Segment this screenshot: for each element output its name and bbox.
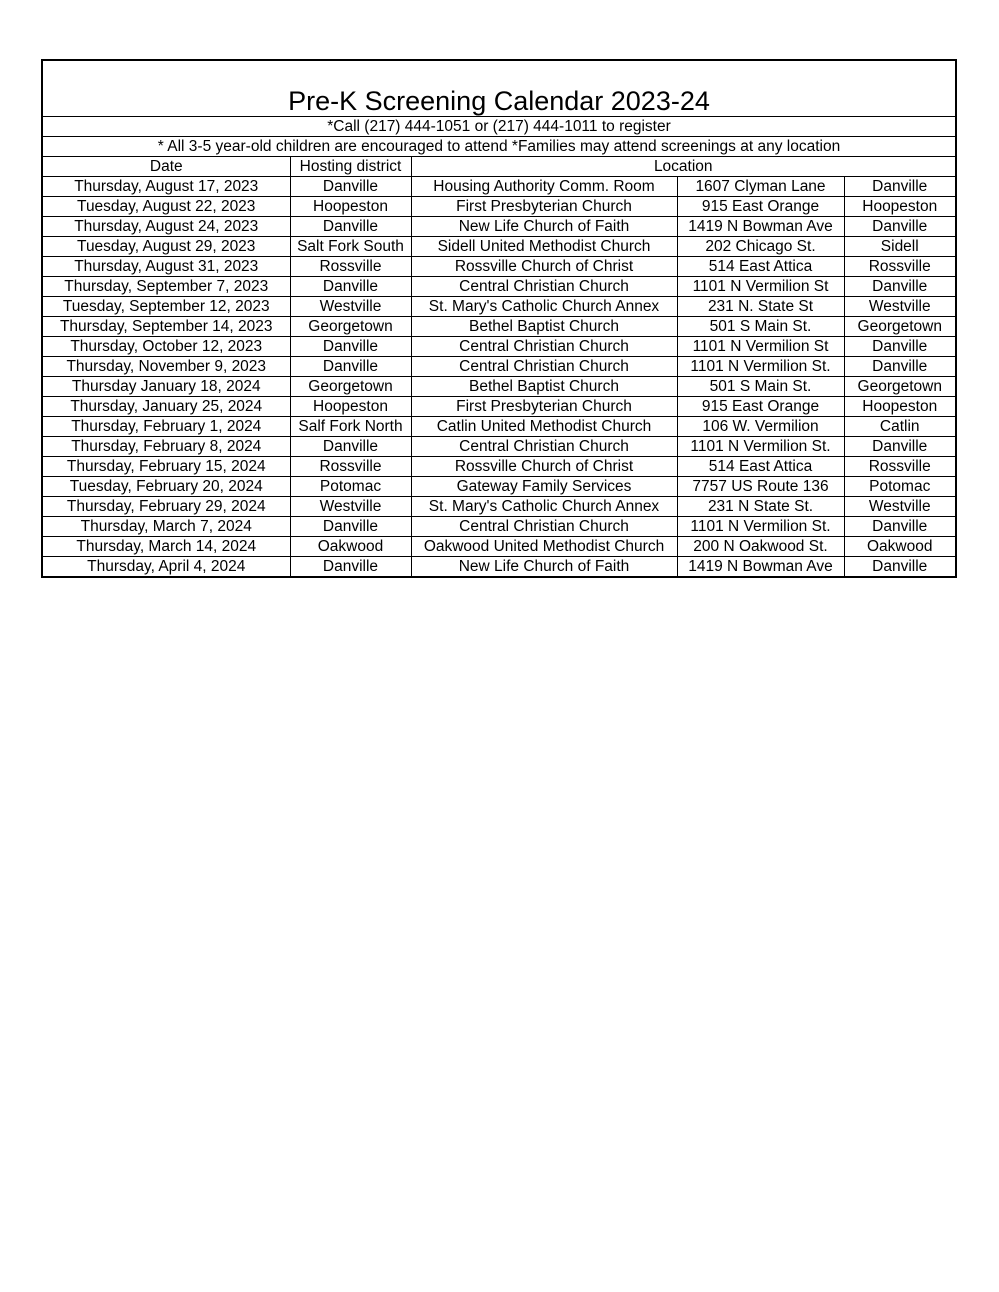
city-cell: Danville [844, 437, 955, 457]
venue-cell: Central Christian Church [411, 357, 677, 377]
address-cell: 1607 Clyman Lane [677, 177, 844, 197]
header-date: Date [43, 157, 290, 177]
district-cell: Danville [290, 437, 411, 457]
district-cell: Georgetown [290, 317, 411, 337]
city-cell: Rossville [844, 457, 955, 477]
address-cell: 202 Chicago St. [677, 237, 844, 257]
address-cell: 915 East Orange [677, 197, 844, 217]
district-cell: Hoopeston [290, 397, 411, 417]
table-row [43, 357, 955, 377]
district-cell: Danville [290, 557, 411, 577]
table-row [43, 417, 955, 437]
date-cell: Tuesday, February 20, 2024 [43, 477, 290, 497]
address-cell: 1419 N Bowman Ave [677, 557, 844, 577]
city-cell: Georgetown [844, 317, 955, 337]
date-cell: Tuesday, August 22, 2023 [43, 197, 290, 217]
date-cell: Thursday, February 1, 2024 [43, 417, 290, 437]
address-cell: 1101 N Vermilion St [677, 337, 844, 357]
date-cell: Thursday, April 4, 2024 [43, 557, 290, 577]
date-cell: Thursday, August 24, 2023 [43, 217, 290, 237]
address-cell: 1101 N Vermilion St [677, 277, 844, 297]
date-cell: Thursday, November 9, 2023 [43, 357, 290, 377]
table-row [43, 537, 955, 557]
city-cell: Catlin [844, 417, 955, 437]
header-location: Location [411, 157, 955, 177]
city-cell: Danville [844, 177, 955, 197]
date-cell: Tuesday, September 12, 2023 [43, 297, 290, 317]
address-cell: 514 East Attica [677, 457, 844, 477]
district-cell: Georgetown [290, 377, 411, 397]
district-cell: Rossville [290, 457, 411, 477]
district-cell: Danville [290, 357, 411, 377]
date-cell: Thursday, October 12, 2023 [43, 337, 290, 357]
address-cell: 514 East Attica [677, 257, 844, 277]
district-cell: Rossville [290, 257, 411, 277]
register-note-row [43, 117, 955, 137]
table-row [43, 197, 955, 217]
district-cell: Danville [290, 337, 411, 357]
venue-cell: Oakwood United Methodist Church [411, 537, 677, 557]
city-cell: Westville [844, 297, 955, 317]
table-row [43, 297, 955, 317]
venue-cell: New Life Church of Faith [411, 217, 677, 237]
table-row [43, 517, 955, 537]
table-row [43, 477, 955, 497]
district-cell: Danville [290, 517, 411, 537]
date-cell: Tuesday, August 29, 2023 [43, 237, 290, 257]
city-cell: Hoopeston [844, 197, 955, 217]
city-cell: Danville [844, 337, 955, 357]
city-cell: Danville [844, 557, 955, 577]
venue-cell: Gateway Family Services [411, 477, 677, 497]
district-cell: Salf Fork North [290, 417, 411, 437]
address-cell: 501 S Main St. [677, 377, 844, 397]
venue-cell: Bethel Baptist Church [411, 317, 677, 337]
city-cell: Danville [844, 277, 955, 297]
venue-cell: Housing Authority Comm. Room [411, 177, 677, 197]
title-row [43, 61, 955, 117]
city-cell: Sidell [844, 237, 955, 257]
date-cell: Thursday, March 7, 2024 [43, 517, 290, 537]
venue-cell: Central Christian Church [411, 337, 677, 357]
table-row [43, 497, 955, 517]
date-cell: Thursday, September 7, 2023 [43, 277, 290, 297]
table-row [43, 177, 955, 197]
address-cell: 7757 US Route 136 [677, 477, 844, 497]
register-note: *Call (217) 444-1051 or (217) 444-1011 to register [43, 117, 955, 137]
city-cell: Westville [844, 497, 955, 517]
venue-cell: St. Mary's Catholic Church Annex [411, 297, 677, 317]
district-cell: Potomac [290, 477, 411, 497]
table-row [43, 377, 955, 397]
address-cell: 1101 N Vermilion St. [677, 437, 844, 457]
date-cell: Thursday, January 25, 2024 [43, 397, 290, 417]
date-cell: Thursday, February 29, 2024 [43, 497, 290, 517]
table-row [43, 277, 955, 297]
venue-cell: New Life Church of Faith [411, 557, 677, 577]
city-cell: Danville [844, 217, 955, 237]
district-cell: Westville [290, 297, 411, 317]
attend-note: * All 3-5 year-old children are encouraged to attend *Families may attend screenings at any location [43, 137, 955, 157]
address-cell: 106 W. Vermilion [677, 417, 844, 437]
table-row [43, 457, 955, 477]
district-cell: Oakwood [290, 537, 411, 557]
page-title: Pre-K Screening Calendar 2023-24 [43, 61, 955, 117]
city-cell: Rossville [844, 257, 955, 277]
table-row [43, 437, 955, 457]
district-cell: Westville [290, 497, 411, 517]
table-row [43, 217, 955, 237]
district-cell: Danville [290, 217, 411, 237]
date-cell: Thursday January 18, 2024 [43, 377, 290, 397]
district-cell: Danville [290, 277, 411, 297]
city-cell: Hoopeston [844, 397, 955, 417]
screening-calendar-table [43, 61, 955, 576]
date-cell: Thursday, September 14, 2023 [43, 317, 290, 337]
district-cell: Danville [290, 177, 411, 197]
district-cell: Hoopeston [290, 197, 411, 217]
date-cell: Thursday, February 8, 2024 [43, 437, 290, 457]
date-cell: Thursday, February 15, 2024 [43, 457, 290, 477]
address-cell: 231 N State St. [677, 497, 844, 517]
table-row [43, 557, 955, 577]
city-cell: Oakwood [844, 537, 955, 557]
district-cell: Salt Fork South [290, 237, 411, 257]
address-cell: 501 S Main St. [677, 317, 844, 337]
table-row [43, 237, 955, 257]
date-cell: Thursday, March 14, 2024 [43, 537, 290, 557]
venue-cell: St. Mary's Catholic Church Annex [411, 497, 677, 517]
screening-calendar-sheet [41, 59, 957, 578]
venue-cell: First Presbyterian Church [411, 397, 677, 417]
date-cell: Thursday, August 31, 2023 [43, 257, 290, 277]
address-cell: 1101 N Vermilion St. [677, 517, 844, 537]
venue-cell: Rossville Church of Christ [411, 457, 677, 477]
date-cell: Thursday, August 17, 2023 [43, 177, 290, 197]
address-cell: 1101 N Vermilion St. [677, 357, 844, 377]
table-row [43, 317, 955, 337]
venue-cell: Central Christian Church [411, 517, 677, 537]
table-row [43, 397, 955, 417]
header-row [43, 157, 955, 177]
address-cell: 915 East Orange [677, 397, 844, 417]
venue-cell: Sidell United Methodist Church [411, 237, 677, 257]
venue-cell: First Presbyterian Church [411, 197, 677, 217]
city-cell: Georgetown [844, 377, 955, 397]
venue-cell: Central Christian Church [411, 437, 677, 457]
city-cell: Potomac [844, 477, 955, 497]
address-cell: 200 N Oakwood St. [677, 537, 844, 557]
city-cell: Danville [844, 517, 955, 537]
attend-note-row [43, 137, 955, 157]
table-row [43, 337, 955, 357]
venue-cell: Catlin United Methodist Church [411, 417, 677, 437]
venue-cell: Bethel Baptist Church [411, 377, 677, 397]
venue-cell: Central Christian Church [411, 277, 677, 297]
city-cell: Danville [844, 357, 955, 377]
venue-cell: Rossville Church of Christ [411, 257, 677, 277]
address-cell: 1419 N Bowman Ave [677, 217, 844, 237]
address-cell: 231 N. State St [677, 297, 844, 317]
header-hosting-district: Hosting district [290, 157, 411, 177]
table-row [43, 257, 955, 277]
